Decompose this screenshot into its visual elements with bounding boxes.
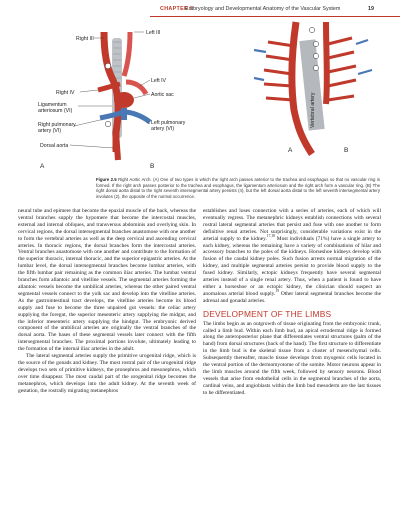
label-right-pulmonary: Right pulmonary [38, 122, 76, 128]
label-left-pulmonary: Left pulmonary [151, 120, 186, 126]
label-left-iv: Left IV [151, 78, 166, 84]
label-left-pulmonary-vi: artery (VI) [151, 126, 175, 132]
left-dorsal-aorta [326, 22, 327, 104]
dorsal-aorta-vessel [116, 132, 118, 160]
citation-17-18: 17,18 [266, 233, 275, 238]
right-p1-text: establishes and loses connection with a series of arteries, each of which will eventually regress. The metanephric kidneys establish connections with several rostral lateral segmental arteries that persist and fuse with one another to form definitive renal arteries. Not surprisingly, considerable variations exist in the arterial supply to the kidney. [203, 208, 381, 242]
right-paragraph-2: The limbs begin as an outgrowth of tissue originating from the embryonic trunk, called a limb bud. Within each limb bud, an apical ectodermal ridge is formed along the anteroposterior plane that differentiates ventral structures (palm of the hand) from dorsal structures (back of the hand). The first structure to differentiate in the limb bud is the skeletal tissue from a cluster of mesenchymal cells. Subsequently thereafter, muscle tissue develops from myogenic cells located in the ventral portion of the dermomyotome of the somite. Motor neurons appear in the limb muscles around the fifth week, followed by sensory neurons. Blood vessels that arise from endothelial cells in the segmental branches of the aorta, cardinal veins, and angioblasts within the limb bud mesoderm are the last tissues to be differentiated. [203, 320, 381, 396]
column-left [18, 208, 196, 394]
figure-caption [96, 177, 380, 199]
label-aortic-sac: Aortic sac [151, 92, 174, 98]
panel-a-letter: A [40, 163, 45, 170]
citation-19: 19 [275, 289, 279, 294]
figure-illustration [0, 20, 400, 175]
caption-lead: Right Aortic Arch. [118, 177, 152, 182]
label-dorsal-aorta: Dorsal aorta [40, 143, 69, 149]
leader-lines [70, 32, 150, 148]
right-p1b-text: Most individuals (71%) have a single artery to each kidney, whereas the remaining have a variety of combinations of hilar and accessory branches to the poles of the kidneys. Horseshoe kidneys develop with fusion of the caudal kidney poles. Such fusion arrests normal migration of the kidney, and multiple segmental arteries persist to provide blood supply to the fused kidney. Similarly, ectopic kidneys frequently have several segmental arteries instead of a single renal artery. Thus, when a patient is found to have either a horseshoe or an ectopic kidney, the clinician should suspect an anomalous arterial blood supply. [203, 235, 381, 297]
marker-circle [105, 121, 111, 127]
right-p1c-text: Other lateral segmental branches become the adrenal and gonadal arteries. [203, 290, 381, 304]
page-number: 19 [368, 6, 374, 12]
label-right-iii: Right III [76, 36, 94, 42]
right-paragraph-1 [203, 208, 381, 305]
marker-circle [105, 63, 111, 69]
left-carotid-vessel [124, 32, 130, 76]
header-rule [150, 16, 400, 17]
label-right-iv: Right IV [56, 90, 75, 96]
caption-text: (A) One of two types in which the right arch passes anterior to the trachea and esophagus so that no vascular ring is formed. If the right arch passes posterior to the trachea and esophagus, the ligamentum arteriosum and the right arch form a vascular ring. (B) The right dorsal aorta distal to the right seventh intersegmental artery persists (4), but the left dorsal aorta distal to the left seventh intersegmental artery involutes (2), the opposite of the normal occurrence. [96, 177, 380, 199]
label-arteriosum: arteriosum (VI) [38, 108, 73, 114]
label-left-iii: Left III [146, 30, 161, 36]
panel-b-letter: B [150, 163, 155, 170]
panel-b-b-letter: B [344, 147, 349, 154]
left-iv-vessel [126, 82, 146, 94]
label-vertebral: Vertebral artery [310, 92, 316, 128]
left-paragraph-2: The lateral segmental arteries supply the primitive urogenital ridge, which is the source of the gonads and kidney. The most rostral pair of the urogenital ridge develops two sets of primitive kidneys, the pronephros and mesonephros, which over time disappear. The most caudal part of the urogenital ridge becomes the metanephros, which develops into the adult kidney. At the seventh week of gestation, the rostrally migrating metanephros [18, 353, 196, 394]
column-right [203, 208, 381, 397]
figure-2-5 [0, 20, 400, 175]
left-paragraph-1: neural tube and epimere that become the epaxial muscle of the back, whereas the ventral branches supply the hypomere that become the intercostal muscles, external and internal obliques, and transversus abdominis and overlying skin. In cervical regions, the dorsal intersegmental branches anastomose with one another to form the vertebral arteries as well as the deep cervical and ascending cervical arteries. In thoracic regions, the dorsal branches form the intercostal arteries. Ventral branches anastomose with one another and contribute to the formation of the superior thoracic, internal thoracic, and the superior epigastric arteries. At the lumbar level, the dorsal intersegmental branches become lumbar arteries, with the fifth lumbar pair remaining as the common iliac arteries. The lumbar ventral branches form allantoic and vitelline vessels. The segmental arteries forming the allantoic vessels become the umbilical arteries, whereas the other paired ventral segmental vessels connect to the yolk sac and develop into the vitelline arteries. As the gastrointestinal tract develops, the vitelline arteries become its blood supply and fuse to become the three unpaired gut vessels: the celiac artery supplying the foregut, the superior mesenteric artery supplying the midgut, and the inferior mesenteric artery supplying the hindgut. The embryonic derived component of the umbilical arteries are originally the ventral branches of the dorsal aorta. The bases of these segmental vessels later connect with the fifth intersegmental branches. The proximal portions involute, ultimately leading to the formation of the internal iliac arteries in the adult. [18, 208, 196, 353]
caption-title: Figure 2.5 [96, 177, 117, 182]
label-right-pulmonary-vi: artery (VI) [38, 128, 62, 134]
chapter-label: CHAPTER 2 [160, 6, 194, 12]
aortic-sac-shape [114, 92, 134, 108]
label-ligamentum: Ligamentum [38, 102, 67, 108]
panel-b-drawing [254, 22, 372, 154]
running-header [0, 6, 400, 17]
panel-b-a-letter: A [288, 147, 293, 154]
section-heading-limbs: DEVELOPMENT OF THE LIMBS [203, 308, 332, 319]
chapter-title: Embryology and Developmental Anatomy of the Vascular System [185, 6, 341, 12]
